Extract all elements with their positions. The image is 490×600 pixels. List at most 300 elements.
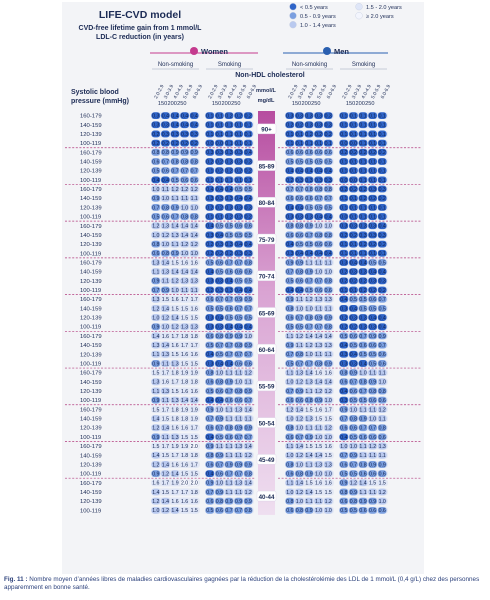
heatmap-cell-value: 0.9 — [295, 388, 304, 395]
heatmap-cell-value: 0.4 — [206, 223, 214, 230]
heatmap-cell-value: 0.8 — [190, 159, 198, 166]
heatmap-cell-value: 1.2 — [180, 186, 189, 193]
heatmap-cell-value: 0.9 — [225, 462, 233, 469]
heatmap-cell-value: 1.1 — [359, 453, 367, 460]
heatmap-cell-value: 0.3 — [349, 223, 358, 230]
heatmap-cell-value: 1.1 — [244, 416, 252, 423]
heatmap-cell-value: 0.6 — [368, 398, 377, 405]
heatmap-cell-value: 0.7 — [286, 388, 294, 395]
heatmap-cell-value: 0.7 — [340, 416, 348, 423]
heatmap-cell-value: 0.5 — [215, 306, 224, 313]
heatmap-cell-value: 1.1 — [359, 489, 367, 496]
heatmap-cell-value: 1.0 — [324, 223, 332, 230]
heatmap-cell-value: 0.2 — [225, 168, 233, 175]
heatmap-cell-value: 0.4 — [359, 361, 367, 368]
heatmap-cell-value: 0.3 — [215, 287, 224, 294]
heatmap-cell-value: 0.4 — [349, 306, 358, 313]
heatmap-cell-value: 1.1 — [225, 489, 233, 496]
heatmap-cell-value: 0.6 — [234, 361, 243, 368]
heatmap-cell-value: 1.0 — [180, 205, 189, 212]
heatmap-cell-value: 0.7 — [225, 297, 233, 304]
heatmap-cell-value: 1.2 — [152, 306, 160, 313]
heatmap-cell-value: 0.6 — [368, 342, 377, 349]
heatmap-cell-value: 1.4 — [161, 499, 170, 506]
heatmap-cell-value: 0.5 — [349, 398, 358, 405]
heatmap-cell-value: 0.9 — [152, 324, 160, 331]
heatmap-cell-value: 0.1 — [368, 177, 377, 184]
heatmap-cell-value: 0.2 — [215, 168, 224, 175]
heatmap-cell-value: 0.9 — [152, 361, 160, 368]
heatmap-cell-value: 0.2 — [225, 113, 233, 120]
heatmap-cell-value: 0.6 — [314, 150, 323, 157]
heatmap-cell-value: 0.3 — [295, 113, 304, 120]
heatmap-cell-value: 0.1 — [340, 168, 348, 175]
heatmap-cell-value: 1.5 — [180, 315, 189, 322]
heatmap-cell-value: 0.7 — [305, 361, 313, 368]
heatmap-cell-value: 1.4 — [161, 306, 170, 313]
heatmap-cell-value: 0.9 — [171, 205, 179, 212]
heatmap-cell-value: 0.4 — [171, 113, 179, 120]
heatmap-cell-value: 1.0 — [324, 434, 332, 441]
heatmap-cell-value: 0.3 — [225, 242, 233, 249]
heatmap-cell-value: 1.0 — [324, 471, 332, 478]
sbp-category-label: 160-179 — [80, 297, 102, 304]
heatmap-cell-value: 1.8 — [180, 416, 189, 423]
heatmap-cell-value: 0.7 — [324, 196, 332, 203]
heatmap-cell-value: 1.6 — [152, 480, 160, 487]
heatmap-cell-value: 0.1 — [215, 113, 224, 120]
sbp-category-label: 160-179 — [80, 480, 102, 487]
heatmap-cell-value: 1.1 — [152, 269, 160, 276]
heatmap-cell-value: 1.3 — [314, 462, 323, 469]
heatmap-cell-value: 0.9 — [152, 471, 160, 478]
heatmap-cell-value: 0.8 — [314, 361, 323, 368]
heatmap-cell-value: 1.3 — [324, 297, 332, 304]
heatmap-cell-value: 0.7 — [368, 425, 377, 432]
heatmap-cell-value: 0.8 — [324, 278, 332, 285]
heatmap-cell-value: 0.3 — [340, 223, 348, 230]
heatmap-cell-value: 0.7 — [244, 398, 252, 405]
heatmap-cell-value: 0.6 — [286, 471, 294, 478]
mmol-tick-label: 5.0-5.9 — [316, 84, 329, 100]
sbp-category-label: 160-179 — [80, 260, 102, 267]
mgdl-tick-label: 200 — [221, 101, 231, 107]
heatmap-cell-value: 1.1 — [171, 196, 179, 203]
heatmap-cell-value: 0.2 — [215, 205, 224, 212]
heatmap-cell-value: 0.8 — [295, 352, 304, 359]
heatmap-cell-value: 1.0 — [161, 242, 170, 249]
men-symbol-icon — [323, 47, 331, 55]
caption-text: Nombre moyen d’années libres de maladies cardiovasculaires gagnées par la réduction de la cholestérolémie des LDL de 1 mmol/L (0,4 g/L) chez des personnes apparemment en bonne santé. — [4, 576, 480, 592]
heatmap-cell-value: 1.3 — [234, 480, 243, 487]
heatmap-cell-value: 1.1 — [314, 499, 323, 506]
heatmap-cell-value: 1.2 — [305, 342, 313, 349]
heatmap-cell-value: 0.6 — [215, 508, 224, 515]
heatmap-cell-value: 1.0 — [314, 471, 323, 478]
heatmap-cell-value: 0.0 — [349, 177, 358, 184]
heatmap-cell-value: 0.4 — [215, 361, 224, 368]
sbp-category-label: 140-159 — [80, 122, 102, 129]
heatmap-cell-value: 1.1 — [171, 242, 179, 249]
heatmap-cell-value: 0.3 — [359, 232, 367, 239]
heatmap-cell-value: 1.7 — [190, 425, 198, 432]
heatmap-cell-value: 1.3 — [324, 342, 332, 349]
heatmap-cell-value: 0.1 — [234, 131, 243, 138]
heatmap-cell-value: 0.6 — [359, 471, 367, 478]
sbp-category-label: 140-159 — [80, 269, 102, 276]
heatmap-cell-value: 1.5 — [161, 453, 170, 460]
heatmap-cell-value: 0.8 — [295, 223, 304, 230]
heatmap-cell-value: 1.2 — [161, 232, 170, 239]
heatmap-cell-value: 1.9 — [190, 416, 198, 423]
heatmap-cell-value: 0.1 — [349, 131, 358, 138]
heatmap-cell-value: 0.2 — [152, 141, 160, 148]
heatmap-cell-value: 1.7 — [171, 379, 179, 386]
heatmap-cell-value: 0.5 — [368, 306, 377, 313]
mgdl-unit-label: mg/dL — [257, 98, 275, 104]
mmol-tick-label: 3.0-3.9 — [217, 84, 230, 100]
heatmap-cell-value: 1.3 — [324, 462, 332, 469]
heatmap-cell-value: 1.1 — [314, 260, 323, 267]
heatmap-cell-value: 0.3 — [340, 260, 348, 267]
heatmap-cell-value: 0.2 — [244, 168, 252, 175]
heatmap-cell-value: 0.9 — [234, 462, 243, 469]
heatmap-cell-value: 0.1 — [368, 168, 377, 175]
heatmap-cell-value: 1.1 — [324, 306, 332, 313]
heatmap-cell-value: 1.2 — [180, 242, 189, 249]
heatmap-cell-value: 0.8 — [234, 342, 243, 349]
heatmap-cell-value: 0.1 — [286, 141, 294, 148]
heatmap-cell-value: 0.1 — [234, 177, 243, 184]
heatmap-cell-value: 0.9 — [368, 333, 377, 340]
heatmap-cell-value: 0.3 — [368, 186, 377, 193]
heatmap-cell-value: 1.1 — [314, 425, 323, 432]
heatmap-cell-value: 1.0 — [161, 324, 170, 331]
heatmap-cell-value: 0.5 — [305, 287, 313, 294]
heatmap-cell-value: 0.5 — [359, 306, 367, 313]
heatmap-cell-value: 0.6 — [324, 287, 332, 294]
heatmap-cell-value: 0.7 — [234, 508, 243, 515]
heatmap-cell-value: 0.5 — [215, 352, 224, 359]
heatmap-cell-value: 0.9 — [225, 333, 233, 340]
heatmap-cell-value: 0.2 — [368, 196, 377, 203]
heatmap-cell-value: 0.4 — [295, 251, 304, 258]
heatmap-cell-value: 1.0 — [305, 306, 313, 313]
heatmap-cell-value: 1.4 — [180, 398, 189, 405]
heatmap-cell-value: 1.3 — [161, 388, 170, 395]
heatmap-cell-value: 1.0 — [286, 379, 294, 386]
heatmap-cell-value: 1.1 — [378, 370, 386, 377]
sbp-category-label: 120-139 — [80, 242, 102, 249]
heatmap-cell-value: 1.5 — [180, 508, 189, 515]
heatmap-cell-value: 0.6 — [206, 297, 214, 304]
heatmap-cell-value: 1.6 — [180, 499, 189, 506]
heatmap-cell-value: 1.1 — [161, 361, 170, 368]
heatmap-cell-value: 0.5 — [244, 315, 252, 322]
heatmap-cell-value: 1.4 — [314, 333, 323, 340]
heatmap-cell-value: 0.3 — [368, 223, 377, 230]
heatmap-cell-value: 1.2 — [295, 489, 304, 496]
heatmap-cell-value: 0.9 — [314, 315, 323, 322]
heatmap-cell-value: 1.1 — [161, 186, 170, 193]
heatmap-cell-value: 1.6 — [190, 260, 198, 267]
heatmap-cell-value: 0.4 — [180, 113, 189, 120]
heatmap-cell-value: 1.8 — [190, 453, 198, 460]
sbp-category-label: 100-119 — [80, 434, 102, 441]
heatmap-cell-value: 1.0 — [286, 489, 294, 496]
heatmap-cell-value: 1.5 — [152, 443, 160, 450]
heatmap-cell-value: 0.5 — [206, 388, 214, 395]
legend-label: < 0.5 years — [300, 5, 328, 11]
heatmap-cell-value: 1.9 — [171, 480, 179, 487]
heatmap-cell-value: 1.1 — [152, 352, 160, 359]
heatmap-cell-value: 0.3 — [215, 196, 224, 203]
heatmap-cell-value: 0.0 — [340, 177, 348, 184]
heatmap-cell-value: 0.1 — [206, 168, 214, 175]
legend-label: 0.5 - 0.9 years — [300, 14, 336, 20]
heatmap-cell-value: 1.6 — [324, 480, 332, 487]
heatmap-cell-value: 1.1 — [161, 434, 170, 441]
heatmap-cell-value: 0.3 — [206, 232, 214, 239]
heatmap-cell-value: 0.8 — [314, 186, 323, 193]
heatmap-cell-value: 0.4 — [206, 398, 214, 405]
sbp-category-label: 160-179 — [80, 444, 102, 451]
sbp-category-label: 160-179 — [80, 113, 102, 120]
heatmap-cell-value: 0.1 — [286, 131, 294, 138]
heatmap-cell-value: 1.5 — [180, 434, 189, 441]
heatmap-cell-value: 0.9 — [286, 342, 294, 349]
heatmap-cell-value: 0.7 — [244, 352, 252, 359]
heatmap-cell-value: 1.2 — [152, 462, 160, 469]
heatmap-cell-value: 0.5 — [215, 434, 224, 441]
heatmap-cell-value: 1.3 — [305, 379, 313, 386]
heatmap-cell-value: 0.6 — [295, 398, 304, 405]
heatmap-cell-value: 1.3 — [152, 260, 160, 267]
heatmap-cell-value: 0.0 — [340, 141, 348, 148]
sbp-category-label: 140-159 — [80, 379, 102, 386]
heatmap-cell-value: 0.3 — [206, 150, 214, 157]
heatmap-cell-value: 0.4 — [340, 434, 348, 441]
heatmap-cell-value: 0.4 — [244, 324, 252, 331]
heatmap-cell-value: 0.1 — [378, 205, 386, 212]
heatmap-cell-value: 0.4 — [206, 352, 214, 359]
heatmap-cell-value: 1.7 — [161, 370, 170, 377]
heatmap-cell-value: 0.6 — [206, 333, 214, 340]
heatmap-cell-value: 0.4 — [215, 315, 224, 322]
heatmap-cell-value: 0.4 — [349, 352, 358, 359]
heatmap-cell-value: 0.6 — [368, 297, 377, 304]
heatmap-cell-value: 0.3 — [314, 113, 323, 120]
heatmap-cell-value: 1.5 — [190, 471, 198, 478]
heatmap-cell-value: 0.4 — [215, 398, 224, 405]
heatmap-cell-value: 1.1 — [234, 370, 243, 377]
heatmap-cell-value: 1.2 — [314, 388, 323, 395]
heatmap-cell-value: 0.5 — [340, 333, 348, 340]
heatmap-cell-value: 1.2 — [161, 471, 170, 478]
heatmap-cell-value: 1.4 — [152, 333, 160, 340]
heatmap-cell-value: 1.1 — [161, 398, 170, 405]
heatmap-cell-value: 1.7 — [190, 342, 198, 349]
smoking-status-label: Smoking — [351, 62, 376, 68]
heatmap-cell-value: 0.1 — [359, 177, 367, 184]
heatmap-cell-value: 0.8 — [340, 370, 348, 377]
heatmap-cell-value: 1.5 — [171, 306, 179, 313]
heatmap-cell-value: 0.9 — [171, 251, 179, 258]
heatmap-cell-value: 0.4 — [244, 242, 252, 249]
heatmap-cell-value: 1.0 — [295, 462, 304, 469]
heatmap-cell-value: 1.3 — [314, 342, 323, 349]
heatmap-cell-value: 0.3 — [324, 113, 332, 120]
heatmap-cell-value: 2.0 — [190, 480, 198, 487]
heatmap-cell-value: 0.2 — [340, 186, 348, 193]
legend-swatch — [290, 12, 297, 19]
heatmap-cell-value: 1.4 — [190, 398, 198, 405]
heatmap-cell-value: 1.5 — [324, 453, 332, 460]
heatmap-cell-value: 0.3 — [378, 278, 386, 285]
heatmap-cell-value: 0.6 — [378, 508, 386, 515]
heatmap-cell-value: 0.9 — [324, 361, 332, 368]
heatmap-cell-value: 0.7 — [359, 333, 367, 340]
heatmap-cell-value: 1.8 — [190, 489, 198, 496]
heatmap-cell-value: 0.3 — [295, 177, 304, 184]
heatmap-cell-value: 1.4 — [180, 223, 189, 230]
heatmap-cell-value: 0.7 — [161, 159, 170, 166]
heatmap-cell-value: 1.7 — [180, 342, 189, 349]
heatmap-cell-value: 0.9 — [244, 342, 252, 349]
heatmap-cell-value: 0.9 — [215, 489, 224, 496]
heatmap-cell-value: 0.3 — [206, 324, 214, 331]
heatmap-cell-value: 0.9 — [206, 443, 214, 450]
sbp-category-label: 140-159 — [80, 343, 102, 350]
sbp-category-label: 100-119 — [80, 361, 102, 368]
heatmap-cell-value: 0.2 — [161, 141, 170, 148]
heatmap-cell-value: 1.2 — [152, 425, 160, 432]
heatmap-cell-value: 0.3 — [340, 352, 348, 359]
heatmap-cell-value: 0.8 — [295, 471, 304, 478]
heatmap-cell-value: 0.7 — [244, 434, 252, 441]
heatmap-cell-value: 0.5 — [286, 159, 294, 166]
sbp-category-label: 120-139 — [80, 205, 102, 212]
heatmap-cell-value: 0.6 — [324, 150, 332, 157]
heatmap-cell-value: 1.1 — [314, 306, 323, 313]
heatmap-cell-value: 1.5 — [314, 416, 323, 423]
heatmap-cell-value: 0.2 — [340, 232, 348, 239]
heatmap-cell-value: 0.4 — [244, 287, 252, 294]
mmol-tick-label: 3.0-3.9 — [297, 84, 310, 100]
heatmap-cell-value: 0.1 — [340, 205, 348, 212]
heatmap-cell-value: 0.5 — [225, 232, 233, 239]
heatmap-cell-value: 0.5 — [234, 186, 243, 193]
heatmap-cell-value: 1.1 — [225, 480, 233, 487]
row-axis-label: Systolic blood — [71, 89, 119, 96]
heatmap-cell-value: 0.7 — [295, 186, 304, 193]
mgdl-tick-label: 250 — [231, 101, 241, 107]
heatmap-cell-value: 0.8 — [340, 489, 348, 496]
heatmap-cell-value: 1.8 — [190, 333, 198, 340]
heatmap-cell-value: 0.5 — [314, 159, 323, 166]
heatmap-cell-value: 0.1 — [359, 113, 367, 120]
heatmap-cell-value: 0.9 — [152, 434, 160, 441]
heatmap-cell-value: 0.9 — [368, 499, 377, 506]
heatmap-cell-value: 0.8 — [244, 471, 252, 478]
heatmap-cell-value: 1.1 — [234, 489, 243, 496]
heatmap-cell-value: 0.5 — [215, 223, 224, 230]
heatmap-cell-value: 0.2 — [305, 131, 313, 138]
heatmap-cell-value: 0.9 — [378, 462, 386, 469]
heatmap-cell-value: 0.3 — [234, 205, 243, 212]
heatmap-cell-value: 1.2 — [161, 315, 170, 322]
heatmap-cell-value: 1.0 — [215, 407, 224, 414]
heatmap-cell-value: 1.0 — [234, 379, 243, 386]
heatmap-cell-value: 0.4 — [295, 287, 304, 294]
heatmap-cell-value: 0.9 — [152, 398, 160, 405]
heatmap-cell-value: 0.3 — [368, 324, 377, 331]
heatmap-cell-value: 1.5 — [190, 315, 198, 322]
heatmap-cell-value: 0.3 — [305, 177, 313, 184]
heatmap-cell-value: 0.4 — [286, 205, 294, 212]
heatmap-cell-value: 0.5 — [349, 297, 358, 304]
heatmap-cell-value: 1.7 — [324, 407, 332, 414]
heatmap-cell-value: 0.4 — [286, 168, 294, 175]
heatmap-cell-value: 1.3 — [234, 443, 243, 450]
heatmap-cell-value: 1.6 — [161, 333, 170, 340]
heatmap-cell-value: 1.2 — [324, 388, 332, 395]
sbp-category-label: 140-159 — [80, 453, 102, 460]
heatmap-cell-value: 0.7 — [314, 278, 323, 285]
heatmap-cell-value: 1.0 — [190, 251, 198, 258]
heatmap-cell-value: 1.2 — [171, 186, 179, 193]
heatmap-cell-value: 0.3 — [286, 113, 294, 120]
heatmap-cell-value: 0.7 — [225, 352, 233, 359]
heatmap-cell-value: 0.4 — [225, 361, 233, 368]
heatmap-cell-value: 1.1 — [305, 462, 313, 469]
heatmap-cell-value: 1.4 — [171, 471, 179, 478]
heatmap-cell-value: 0.5 — [349, 471, 358, 478]
heatmap-cell-value: 1.4 — [161, 462, 170, 469]
heatmap-cell-value: 0.5 — [206, 342, 214, 349]
mgdl-tick-label: 250 — [177, 101, 187, 107]
heatmap-cell-value: 0.3 — [206, 315, 214, 322]
heatmap-cell-value: 0.9 — [368, 462, 377, 469]
heatmap-cell-value: 0.9 — [244, 297, 252, 304]
heatmap-cell-value: 1.1 — [368, 489, 377, 496]
heatmap-cell-value: 0.1 — [368, 251, 377, 258]
heatmap-cell-value: 1.2 — [349, 480, 358, 487]
heatmap-cell-value: 0.3 — [368, 278, 377, 285]
heatmap-cell-value: 0.1 — [359, 159, 367, 166]
heatmap-cell-value: 0.8 — [359, 462, 367, 469]
heatmap-cell-value: 0.8 — [286, 462, 294, 469]
heatmap-cell-value: 0.3 — [378, 186, 386, 193]
heatmap-cell-value: 1.1 — [295, 342, 304, 349]
heatmap-cell-value: 0.5 — [244, 186, 252, 193]
heatmap-cell-value: 0.8 — [295, 508, 304, 515]
heatmap-cell-value: 0.6 — [215, 471, 224, 478]
heatmap-cell-value: 0.6 — [368, 434, 377, 441]
heatmap-cell-value: 0.5 — [378, 306, 386, 313]
heatmap-cell-value: 0.7 — [180, 168, 189, 175]
heatmap-cell-value: 0.9 — [286, 297, 294, 304]
heatmap-cell-value: 0.9 — [295, 260, 304, 267]
heatmap-cell-value: 0.8 — [324, 232, 332, 239]
heatmap-cell-value: 1.0 — [190, 205, 198, 212]
men-label: Men — [334, 47, 349, 56]
mmol-unit-label: mmol/L — [256, 88, 276, 94]
heatmap-cell-value: 0.5 — [206, 508, 214, 515]
heatmap-cell-value: 0.6 — [244, 269, 252, 276]
sbp-category-label: 160-179 — [80, 370, 102, 377]
heatmap-cell-value: 0.6 — [349, 388, 358, 395]
